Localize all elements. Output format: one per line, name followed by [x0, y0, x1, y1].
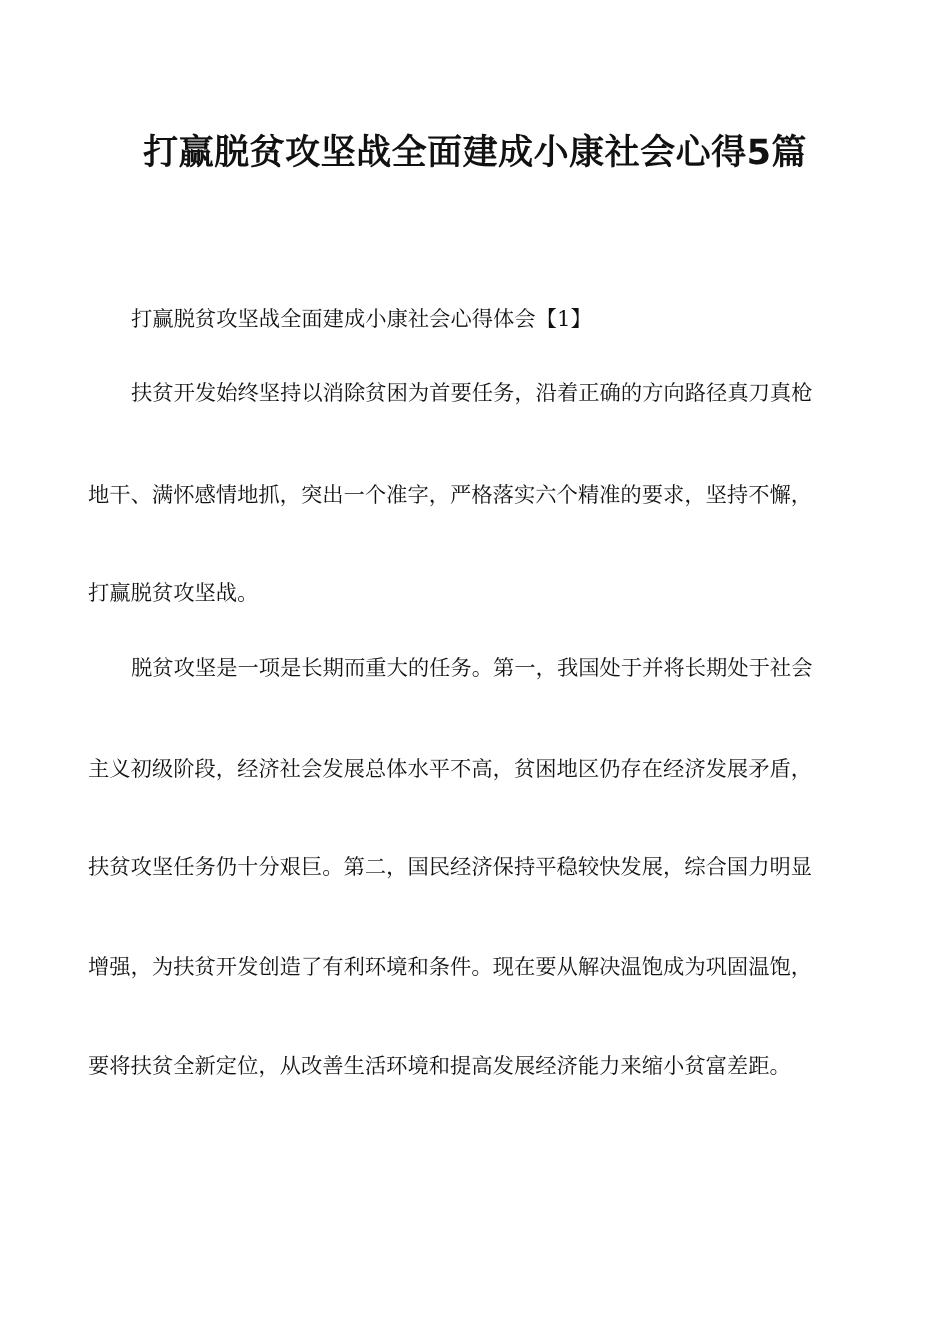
paragraph-line: 脱贫攻坚是一项是长期而重大的任务。第一，我国处于并将长期处于社会	[131, 656, 813, 681]
section-heading: 打赢脱贫攻坚战全面建成小康社会心得体会【1】	[131, 307, 592, 332]
paragraph-line: 地干、满怀感情地抓，突出一个准字，严格落实六个精准的要求，坚持不懈，	[88, 483, 813, 508]
paragraph-line: 增强，为扶贫开发创造了有利环境和条件。现在要从解决温饱成为巩固温饱，	[88, 955, 813, 980]
paragraph-line: 打赢脱贫攻坚战。	[88, 581, 259, 606]
paragraph-line: 扶贫开发始终坚持以消除贫困为首要任务，沿着正确的方向路径真刀真枪	[131, 381, 813, 406]
paragraph-line: 扶贫攻坚任务仍十分艰巨。第二，国民经济保持平稳较快发展，综合国力明显	[88, 855, 813, 880]
paragraph-line: 主义初级阶段，经济社会发展总体水平不高，贫困地区仍存在经济发展矛盾，	[88, 757, 813, 782]
document-title: 打赢脱贫攻坚战全面建成小康社会心得5篇	[143, 133, 807, 173]
paragraph-line: 要将扶贫全新定位，从改善生活环境和提高发展经济能力来缩小贫富差距。	[88, 1054, 791, 1079]
